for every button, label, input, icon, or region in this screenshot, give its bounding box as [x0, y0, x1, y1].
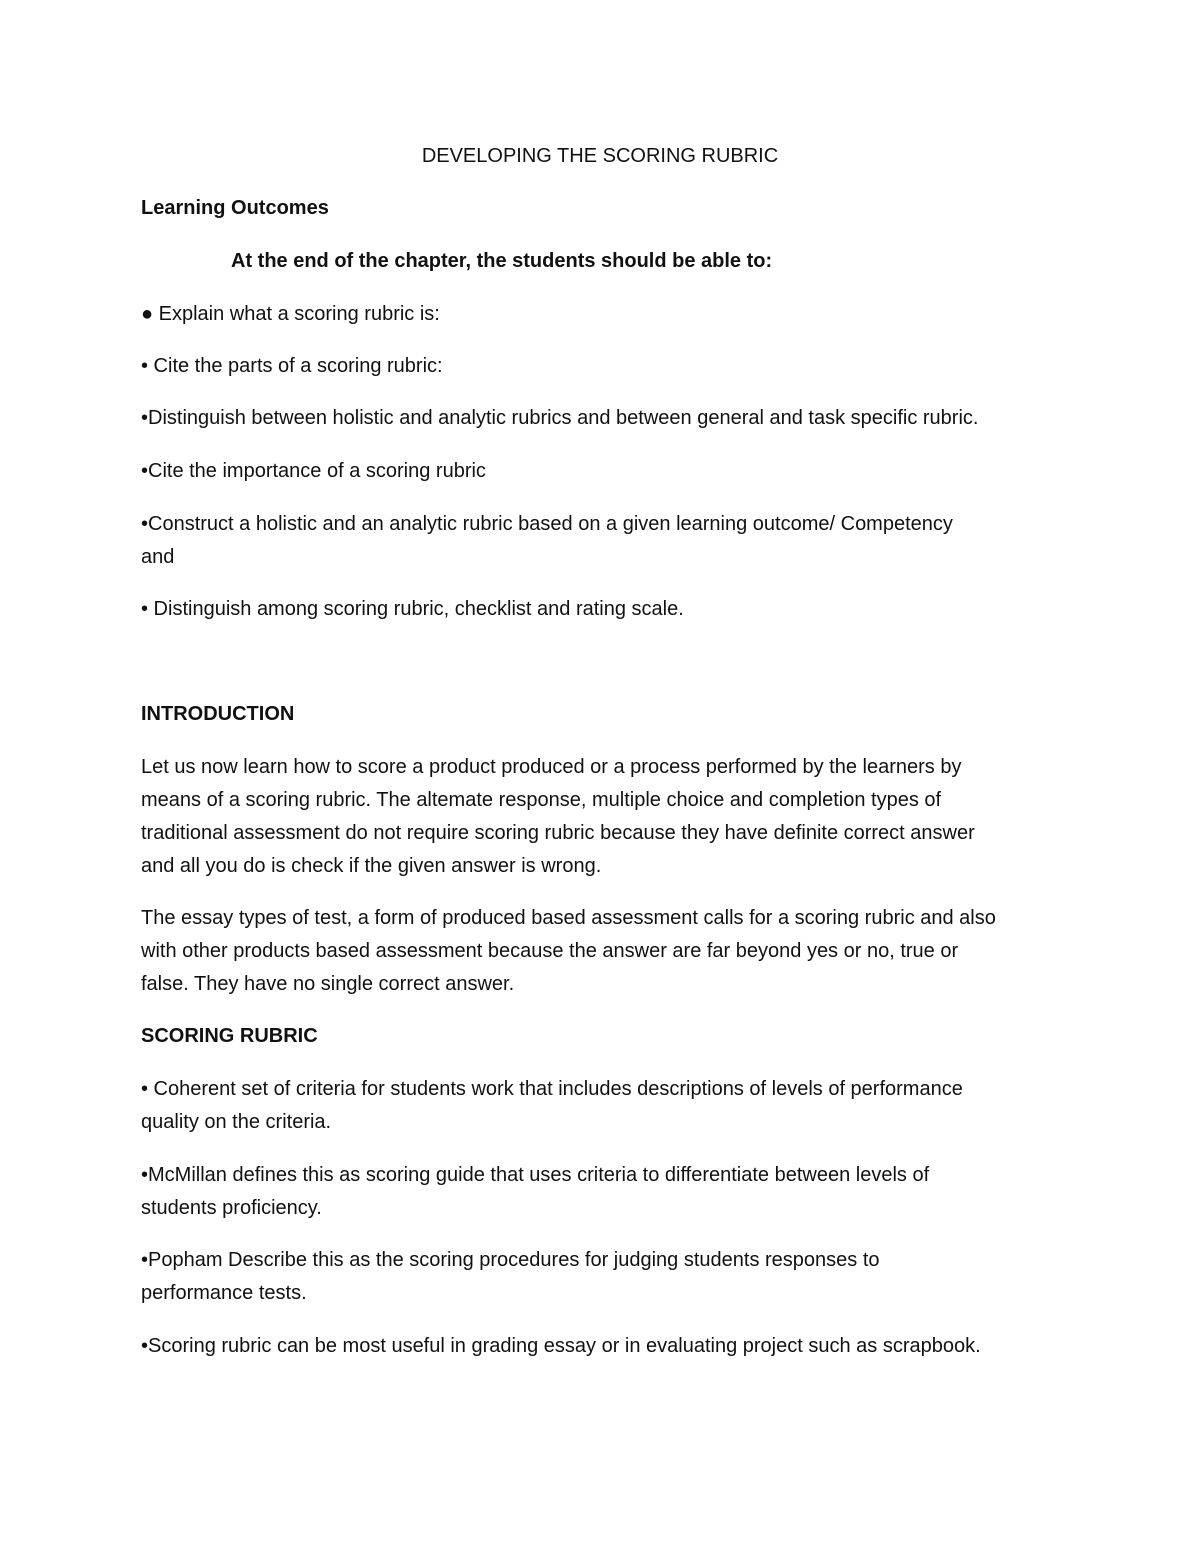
- outcome-item: •Cite the importance of a scoring rubric: [141, 460, 486, 482]
- introduction-paragraph: The essay types of test, a form of produced based assessment calls for a scoring rubric and also with other products based assessment because the answer are far beyond yes or no, true or false. They have no single correct answer.: [141, 907, 996, 995]
- introduction-paragraph: Let us now learn how to score a product produced or a process performed by the learners by means of a scoring rubric. The altemate response, multiple choice and completion types of traditional assessment do not require scoring rubric because they have definite correct answer and all you do is check if the given answer is wrong.: [141, 756, 975, 877]
- scoring-rubric-heading: SCORING RUBRIC: [141, 1025, 318, 1047]
- scoring-rubric-item: •McMillan defines this as scoring guide that uses criteria to differentiate between levels of students proficiency.: [141, 1164, 930, 1219]
- learning-outcomes-heading: Learning Outcomes: [141, 197, 329, 219]
- outcome-item: • Cite the parts of a scoring rubric:: [141, 355, 443, 377]
- scoring-rubric-item: •Popham Describe this as the scoring procedures for judging students responses to performance tests.: [141, 1249, 880, 1304]
- learning-outcomes-intro: At the end of the chapter, the students should be able to:: [231, 250, 773, 272]
- scoring-rubric-item: • Coherent set of criteria for students work that includes descriptions of levels of performance quality on the criteria.: [141, 1078, 963, 1133]
- page-title: DEVELOPING THE SCORING RUBRIC: [421, 145, 779, 167]
- scoring-rubric-item: •Scoring rubric can be most useful in grading essay or in evaluating project such as scrapbook.: [141, 1335, 981, 1357]
- outcome-item: ● Explain what a scoring rubric is:: [141, 303, 440, 325]
- introduction-heading: INTRODUCTION: [141, 703, 295, 725]
- outcome-item: • Distinguish among scoring rubric, checklist and rating scale.: [141, 598, 684, 620]
- outcome-item: •Construct a holistic and an analytic rubric based on a given learning outcome/ Competency and: [141, 513, 953, 568]
- outcome-item: •Distinguish between holistic and analytic rubrics and between general and task specific rubric.: [141, 407, 979, 429]
